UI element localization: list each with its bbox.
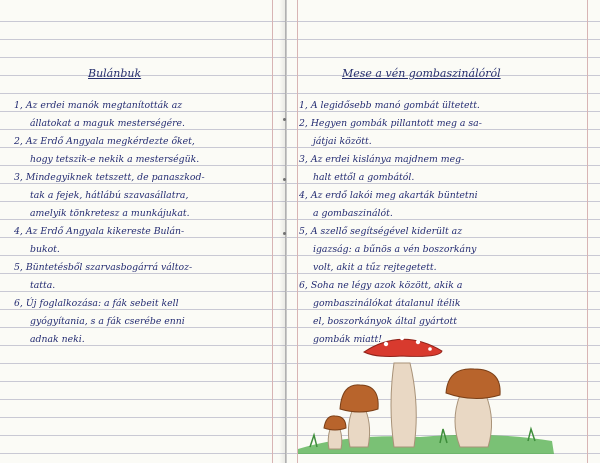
left-line: adnak neki. <box>30 334 85 345</box>
mushroom-drawing <box>290 325 570 460</box>
left-line: tatta. <box>30 280 56 291</box>
left-page-title: Bulánbuk <box>88 67 142 80</box>
right-line: játjai között. <box>313 136 372 147</box>
cap-spot <box>416 340 420 344</box>
right-line: igazság: a bűnös a vén boszorkány <box>313 244 477 255</box>
margin-line <box>587 0 588 463</box>
cap-spot <box>384 342 388 346</box>
amanita-stem <box>391 363 416 447</box>
left-line: állatokat a maguk mesterségére. <box>30 118 186 129</box>
left-line: 3, Mindegyiknek tetszett, de panaszkod- <box>14 172 205 183</box>
boletus-medium-cap <box>340 385 378 412</box>
right-line: 3, Az erdei kislánya majdnem meg- <box>299 154 465 165</box>
boletus-medium-stem <box>348 411 369 447</box>
right-line: 1, A legidősebb manó gombát ültetett. <box>299 100 480 111</box>
left-line: 4, Az Erdő Angyala kikereste Bulán- <box>14 226 185 237</box>
boletus-small-cap <box>324 416 346 430</box>
right-line: 2, Hegyen gombák pillantott meg a sa- <box>299 118 482 129</box>
left-line: 5, Büntetésből szarvasbogárrá változ- <box>14 262 193 273</box>
right-line: volt, akit a tűz rejtegetett. <box>313 262 437 273</box>
left-line: 2, Az Erdő Angyala megkérdezte őket, <box>14 136 195 147</box>
right-page-title: Mese a vén gombaszinálóról <box>342 67 501 80</box>
left-line: tak a fejek, hátlábú szavasállatra, <box>30 190 189 201</box>
right-line: 5, A szellő segítségével kiderült az <box>299 226 463 237</box>
cap-spot <box>428 347 432 351</box>
cap-spot <box>400 336 404 340</box>
left-page <box>0 0 286 463</box>
boletus-small-stem <box>328 429 342 449</box>
left-line: hogy tetszik-e nekik a mesterségük. <box>30 154 200 165</box>
left-line: bukot. <box>30 244 60 255</box>
left-line: amelyik tönkretesz a munkájukat. <box>30 208 190 219</box>
right-line: 4, Az erdő lakói meg akarták büntetni <box>299 190 478 201</box>
right-line: 6, Soha ne légy azok között, akik a <box>299 280 463 291</box>
right-line: el, boszorkányok által gyártott <box>313 316 457 327</box>
right-line: gombák miatt! <box>313 334 382 345</box>
left-line: 1, Az erdei manók megtanították az <box>14 100 183 111</box>
right-line: gombaszinálókat átalanul ítélik <box>313 298 461 309</box>
margin-line <box>272 0 273 463</box>
left-line: 6, Új foglalkozása: a fák sebeit kell <box>14 298 179 309</box>
left-line: gyógyítania, s a fák cserébe enni <box>30 316 185 327</box>
right-line: a gombaszinálót. <box>313 208 393 219</box>
boletus-large-stem <box>455 395 492 447</box>
right-line: halt ettől a gombától. <box>313 172 415 183</box>
boletus-large-cap <box>446 369 500 399</box>
